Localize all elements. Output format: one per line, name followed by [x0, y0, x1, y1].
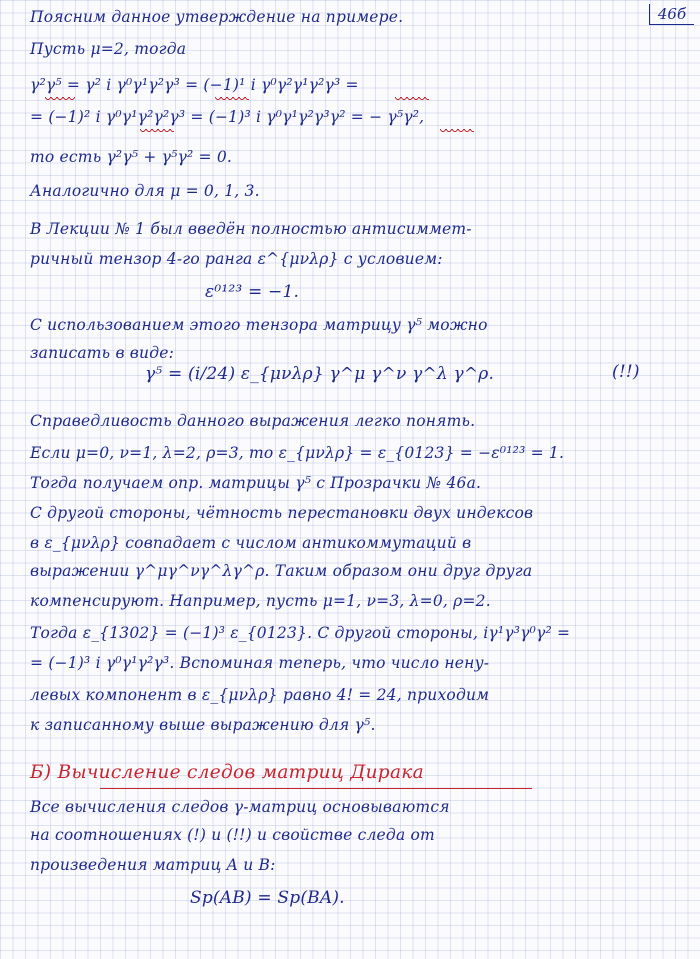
text-line-12: С другой стороны, чётность перестановки двух индексов: [30, 504, 534, 522]
text-line-6: ричный тензор 4-го ранга ε^{μνλρ} с условием:: [30, 250, 443, 268]
equation-line-1: γ²γ⁵ = γ² i γ⁰γ¹γ²γ³ = (−1)¹ i γ⁰γ²γ¹γ²γ³ =: [30, 76, 359, 94]
text-line-22: произведения матриц A и B:: [30, 856, 276, 874]
gamma5-formula: γ⁵ = (i/24) ε_{μνλρ} γ^μ γ^ν γ^λ γ^ρ.: [145, 364, 495, 384]
text-line-17: = (−1)³ i γ⁰γ¹γ²γ³. Вспоминая теперь, что число нену-: [30, 654, 490, 672]
text-line-14: выражении γ^μγ^νγ^λγ^ρ. Таким образом они друг друга: [30, 562, 533, 580]
page-number: 46б: [649, 4, 694, 25]
underline-mark: [45, 97, 75, 102]
formula-marker: (!!): [612, 362, 640, 382]
underline-mark: [215, 97, 249, 102]
heading-underline: [100, 788, 532, 789]
text-line-18: левых компонент в ε_{μνλρ} равно 4! = 24, приходим: [30, 686, 490, 704]
section-heading: Б) Вычисление следов матриц Дирака: [30, 762, 424, 783]
text-line-8: записать в виде:: [30, 344, 175, 362]
text-line-16: Тогда ε_{1302} = (−1)³ ε_{0123}. С другой стороны, iγ¹γ³γ⁰γ² =: [30, 624, 571, 642]
text-line-9: Справедливость данного выражения легко понять.: [30, 412, 476, 430]
underline-mark: [395, 97, 429, 102]
text-line-13: в ε_{μνλρ} совпадает с числом антикоммутаций в: [30, 534, 472, 552]
trace-property: Sp(AB) = Sp(BA).: [190, 888, 345, 908]
text-line-11: Тогда получаем опр. матрицы γ⁵ с Прозрачки № 46а.: [30, 474, 482, 492]
text-line-1: Поясним данное утверждение на примере.: [30, 8, 404, 26]
text-line-5: В Лекции № 1 был введён полностью антисиммет-: [30, 220, 472, 238]
text-line-10: Если μ=0, ν=1, λ=2, ρ=3, то ε_{μνλρ} = ε_{0123} = −ε⁰¹²³ = 1.: [30, 444, 565, 462]
text-line-7: С использованием этого тензора матрицу γ⁵ можно: [30, 316, 488, 334]
epsilon-condition: ε⁰¹²³ = −1.: [205, 282, 300, 302]
text-line-3: то есть γ²γ⁵ + γ⁵γ² = 0.: [30, 148, 233, 166]
text-line-19: к записанному выше выражению для γ⁵.: [30, 716, 376, 734]
text-line-2: Пусть μ=2, тогда: [30, 40, 187, 58]
text-line-4: Аналогично для μ = 0, 1, 3.: [30, 182, 260, 200]
text-line-21: на соотношениях (!) и (!!) и свойстве следа от: [30, 826, 435, 844]
equation-line-2: = (−1)² i γ⁰γ¹γ²γ²γ³ = (−1)³ i γ⁰γ¹γ²γ³γ² = − γ⁵γ²,: [30, 108, 425, 126]
text-line-20: Все вычисления следов γ-матриц основываются: [30, 798, 450, 816]
text-line-15: компенсируют. Например, пусть μ=1, ν=3, λ=0, ρ=2.: [30, 592, 491, 610]
underline-mark: [440, 129, 474, 134]
underline-mark: [140, 129, 174, 134]
